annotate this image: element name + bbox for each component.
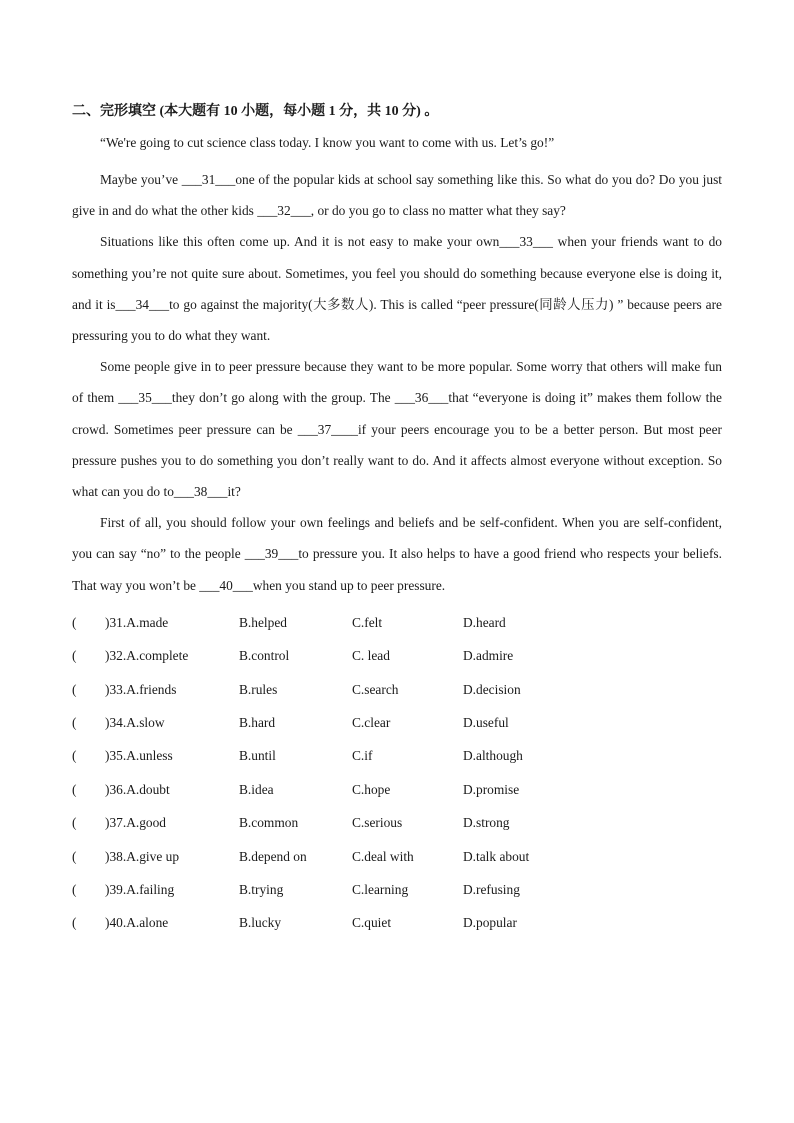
option-d: D.popular — [463, 915, 517, 931]
option-b: B.hard — [239, 715, 276, 731]
option-d: D.admire — [463, 648, 514, 664]
option-c: C. lead — [352, 648, 390, 664]
answer-blank: ( — [72, 614, 77, 630]
option-a: )39.A.failing — [105, 881, 175, 897]
option-c: C.deal with — [352, 848, 414, 864]
option-b: B.idea — [239, 781, 274, 797]
option-b: B.control — [239, 648, 290, 664]
option-b: B.lucky — [239, 915, 282, 931]
option-a: )35.A.unless — [105, 748, 173, 764]
option-c: C.clear — [352, 715, 391, 731]
option-b: B.common — [239, 815, 299, 831]
option-b: B.rules — [239, 681, 278, 697]
option-b: B.until — [239, 748, 276, 764]
option-d: D.promise — [463, 781, 520, 797]
option-b: B.depend on — [239, 848, 307, 864]
option-a: )34.A.slow — [105, 715, 165, 731]
option-b: B.helped — [239, 614, 287, 630]
cloze-passage — [72, 133, 722, 601]
option-c: C.quiet — [352, 915, 392, 931]
option-c: C.felt — [352, 614, 383, 630]
answer-blank: ( — [72, 915, 77, 931]
option-c: C.hope — [352, 781, 391, 797]
question-row-38 — [72, 847, 722, 880]
question-options-list — [72, 613, 722, 947]
answer-blank: ( — [72, 815, 77, 831]
answer-blank: ( — [72, 715, 77, 731]
question-row-39 — [72, 880, 722, 913]
section-title: 二、完形填空 (本大题有 10 小题，每小题 1 分，共 10 分) 。 — [72, 104, 439, 119]
option-d: D.refusing — [463, 881, 520, 897]
option-d: D.useful — [463, 715, 509, 731]
passage-paragraph-5: First of all, you should follow your own feelings and beliefs and be self-confident. When you are self-confident, you can say “no” to the people ___39___to pressure you. It also helps to have a good friend who respects your beliefs. That way you won’t be ___40___when you stand up to peer pressure. — [72, 515, 722, 593]
option-d: D.heard — [463, 614, 506, 630]
question-row-35 — [72, 746, 722, 779]
answer-blank: ( — [72, 781, 77, 797]
option-a: )31.A.made — [105, 614, 169, 630]
option-c: C.learning — [352, 881, 409, 897]
passage-paragraph-1: “We're going to cut science class today. I know you want to come with us. Let’s go!” — [100, 135, 555, 150]
answer-blank: ( — [72, 848, 77, 864]
option-c: C.serious — [352, 815, 403, 831]
question-row-37 — [72, 813, 722, 846]
question-row-32 — [72, 646, 722, 679]
question-row-34 — [72, 713, 722, 746]
option-c: C.if — [352, 748, 373, 764]
option-b: B.trying — [239, 881, 284, 897]
passage-paragraph-3: Situations like this often come up. And it is not easy to make your own___33___ when your friends want to do something you’re not quite sure about. Sometimes, you feel you should do something because everyone else is doing it, and it is___34___to go against the majority(大多数人). This is called “peer pressure(同龄人压力) ” because peers are pressuring you to do what they want. — [72, 234, 722, 344]
option-d: D.although — [463, 748, 523, 764]
question-row-40 — [72, 913, 722, 946]
answer-blank: ( — [72, 881, 77, 897]
option-a: )40.A.alone — [105, 915, 169, 931]
question-row-33 — [72, 680, 722, 713]
option-d: D.decision — [463, 681, 521, 697]
answer-blank: ( — [72, 648, 77, 664]
question-row-31 — [72, 613, 722, 646]
option-a: )37.A.good — [105, 815, 166, 831]
option-c: C.search — [352, 681, 399, 697]
option-a: )36.A.doubt — [105, 781, 170, 797]
passage-paragraph-4: Some people give in to peer pressure because they want to be more popular. Some worry that others will make fun of them ___35___they don’t go along with the group. The ___36___that “everyone is doing it” makes them follow the crowd. Sometimes peer pressure can be ___37____if your peers encourage you to be a better person. But most peer pressure pushes you to do something you don’t really want to do. And it affects almost everyone without exception. So what can you do to___38___it? — [72, 359, 722, 500]
answer-blank: ( — [72, 748, 77, 764]
option-a: )38.A.give up — [105, 848, 180, 864]
document-content — [72, 102, 722, 947]
option-a: )32.A.complete — [105, 648, 189, 664]
question-row-36 — [72, 780, 722, 813]
passage-paragraph-2: Maybe you’ve ___31___one of the popular kids at school say something like this. So what do you do? Do you just give in and do what the other kids ___32___, or do you go to class no matter what they say? — [72, 172, 722, 219]
answer-blank: ( — [72, 681, 77, 697]
option-a: )33.A.friends — [105, 681, 177, 697]
option-d: D.talk about — [463, 848, 530, 864]
option-d: D.strong — [463, 815, 510, 831]
